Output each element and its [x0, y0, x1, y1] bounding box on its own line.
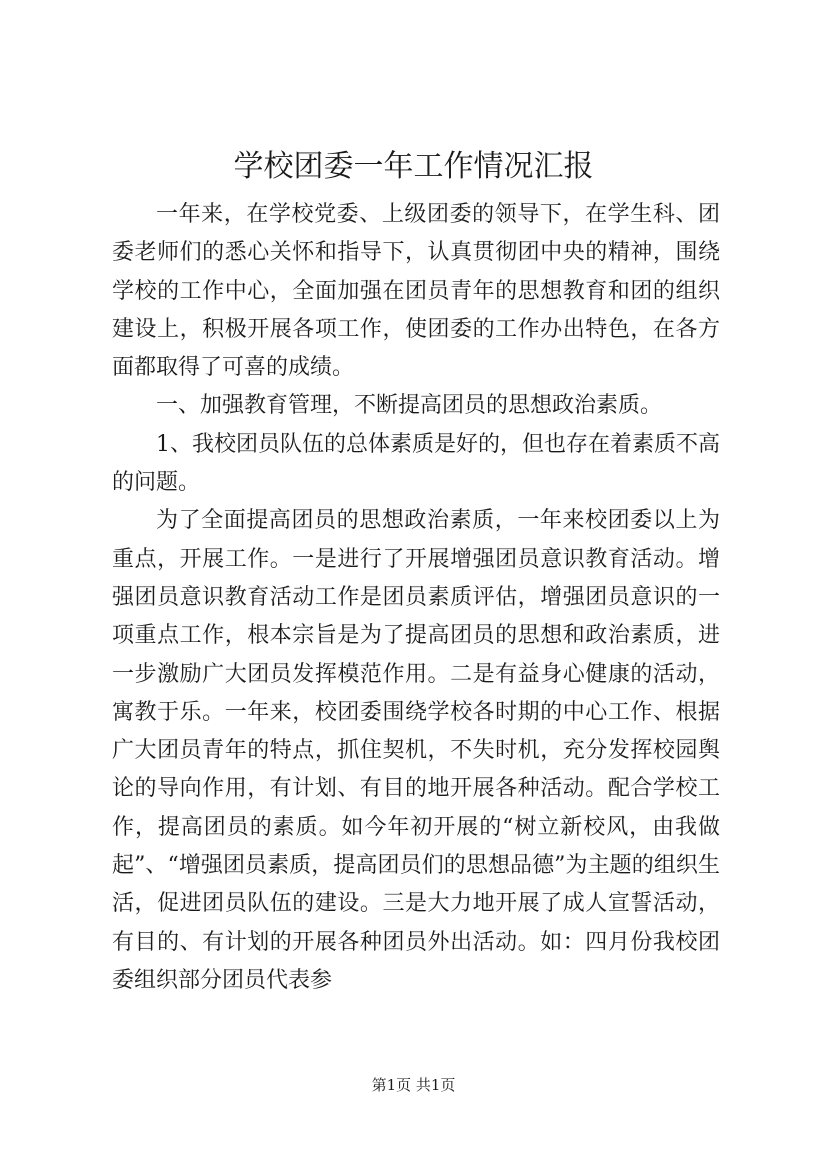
paragraph-point-one: 1、我校团员队伍的总体素质是好的，但也存在着素质不高的问题。	[112, 431, 720, 496]
document-body	[112, 196, 720, 1000]
page-footer: 第1页 共1页	[371, 1076, 456, 1094]
document-title: 学校团委一年工作情况汇报	[233, 149, 594, 184]
paragraph-section-heading: 一、加强教育管理，不断提高团员的思想政治素质。	[156, 393, 663, 419]
paragraph-details: 为了全面提高团员的思想政治素质，一年来校团委以上为重点，开展工作。一是进行了开展增强团员意识教育活动。增强团员意识教育活动工作是团员素质评估，增强团员意识的一项重点工作，根本宗旨是为了提高团员的思想和政治素质，进一步激励广大团员发挥模范作用。二是有益身心健康的活动，寓教于乐。一年来，校团委围绕学校各时期的中心工作、根据广大团员青年的特点，抓住契机，不失时机，充分发挥校园舆论的导向作用，有计划、有目的地开展各种活动。配合学校工作，提高团员的素质。如今年初开展的“树立新校风，由我做起”、“增强团员素质，提高团员们的思想品德”为主题的组织生活，促进团员队伍的建设。三是大力地开展了成人宣誓活动，有目的、有计划的开展各种团员外出活动。如：四月份我校团委组织部分团员代表参	[112, 508, 720, 993]
paragraph-intro: 一年来，在学校党委、上级团委的领导下，在学生科、团委老师们的悉心关怀和指导下，认真贯彻团中央的精神，围绕学校的工作中心，全面加强在团员青年的思想教育和团的组织建设上，积极开展各项工作，使团委的工作办出特色，在各方面都取得了可喜的成绩。	[112, 202, 720, 381]
